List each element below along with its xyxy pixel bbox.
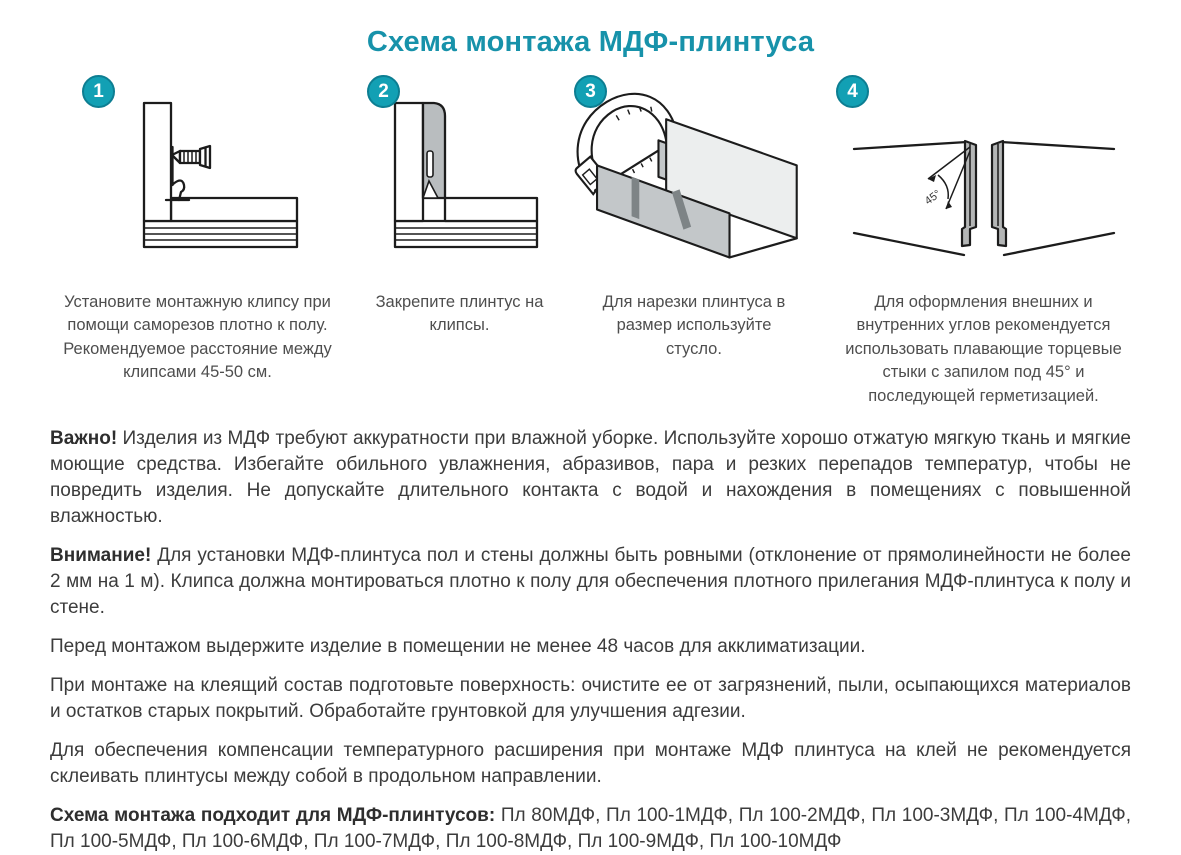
right-skirting-piece xyxy=(992,141,1114,255)
note-attention-text: Для установки МДФ-плинтуса пол и стены должны быть ровными (отклонение от прямолинейности не более 2 мм на 1 м). Клипса должна монтироваться плотно к полу для обеспечения плотного прилегания МДФ-плинтуса к полу и стене. xyxy=(50,545,1131,619)
step-4 xyxy=(836,75,1131,408)
note-expansion: Для обеспечения компенсации температурного расширения при монтаже МДФ плинтуса на клей не рекомендуется склеивать плинтусы между собой в продольном направлении. xyxy=(50,740,1131,788)
step-2-illustration xyxy=(367,81,552,273)
note-important-lead: Важно! xyxy=(50,428,118,450)
step-1-number: 1 xyxy=(93,80,104,102)
step-3-caption: Для нарезки плинтуса в размер используйте стусло. xyxy=(602,293,786,358)
step-3-number: 3 xyxy=(585,80,596,102)
compatibility-lead: Схема монтажа подходит для МДФ-плинтусов: xyxy=(50,805,496,827)
step-3-number-badge xyxy=(574,75,607,108)
step-1-number-badge xyxy=(82,75,115,108)
step-2-caption: Закрепите плинтус на клипсы. xyxy=(375,293,544,335)
note-glue-surface: При монтаже на клеящий состав подготовьте поверхность: очистите ее от загрязнений, пыли, осыпающихся материалов и остатков старых покрытий. Обработайте грунтовкой для улучшения адгезии. xyxy=(50,675,1131,723)
skirting-mounted-drawing xyxy=(375,101,545,273)
step-4-number-badge xyxy=(836,75,869,108)
step-1 xyxy=(50,75,345,385)
skirting-board xyxy=(423,103,445,198)
note-acclimatization: Перед монтажом выдержите изделие в помещении не менее 48 часов для акклиматизации. xyxy=(50,636,866,658)
miter-box-drawing xyxy=(574,73,814,273)
note-important xyxy=(50,426,1131,530)
angle-label: 45° xyxy=(922,187,943,208)
left-skirting-piece xyxy=(854,141,976,255)
step-4-number: 4 xyxy=(847,80,858,102)
step-2 xyxy=(367,75,552,338)
clip-install-drawing xyxy=(92,101,304,273)
wall xyxy=(395,103,423,221)
compatibility-models: Пл 80МДФ, Пл 100-1МДФ, Пл 100-2МДФ, Пл 100-3МДФ, Пл 100-4МДФ, Пл 100-5МДФ, Пл 100-6МДФ, Пл 100-7МДФ, Пл 100-8МДФ, Пл 100-9МДФ, Пл 100-10МДФ xyxy=(50,805,1132,853)
compatibility-note xyxy=(50,803,1131,855)
step-1-caption: Установите монтажную клипсу при помощи саморезов плотно к полу. Рекомендуемое расстояние между клипсами 45-50 см. xyxy=(63,293,332,382)
miter-box-base-edge xyxy=(730,238,797,257)
note-attention xyxy=(50,543,1131,621)
step-1-illustration xyxy=(50,81,345,273)
miter-slot-straight xyxy=(632,177,640,219)
floor-slab xyxy=(171,198,297,221)
miter-box xyxy=(597,119,797,257)
step-2-number-badge xyxy=(367,75,400,108)
note-attention-lead: Внимание! xyxy=(50,545,152,567)
floor-slab xyxy=(445,198,537,221)
corner-joint-drawing xyxy=(852,115,1116,273)
step-4-illustration xyxy=(836,81,1131,273)
angle-annotation xyxy=(922,147,969,209)
screw-icon xyxy=(172,146,210,168)
wall xyxy=(144,103,171,221)
notes-section xyxy=(50,426,1131,790)
steps-row xyxy=(50,75,1131,408)
step-3-illustration xyxy=(574,81,814,273)
note-important-text: Изделия из МДФ требуют аккуратности при влажной уборке. Используйте хорошо отжатую мягкую ткань и мягкие моющие средства. Избегайте обильного увлажнения, абразивов, пара и резких перепадов температур, чтобы не повредить изделия. Не допускайте длительного контакта с водой и нахождения в помещениях с повышенной влажностью. xyxy=(50,428,1132,528)
step-2-number: 2 xyxy=(378,80,389,102)
page-title: Схема монтажа МДФ-плинтуса xyxy=(366,26,815,58)
step-3 xyxy=(574,75,814,361)
step-4-caption: Для оформления внешних и внутренних углов рекомендуется использовать плавающие торцевые стыки с запилом под 45° и последующей герметизацией. xyxy=(845,293,1122,405)
